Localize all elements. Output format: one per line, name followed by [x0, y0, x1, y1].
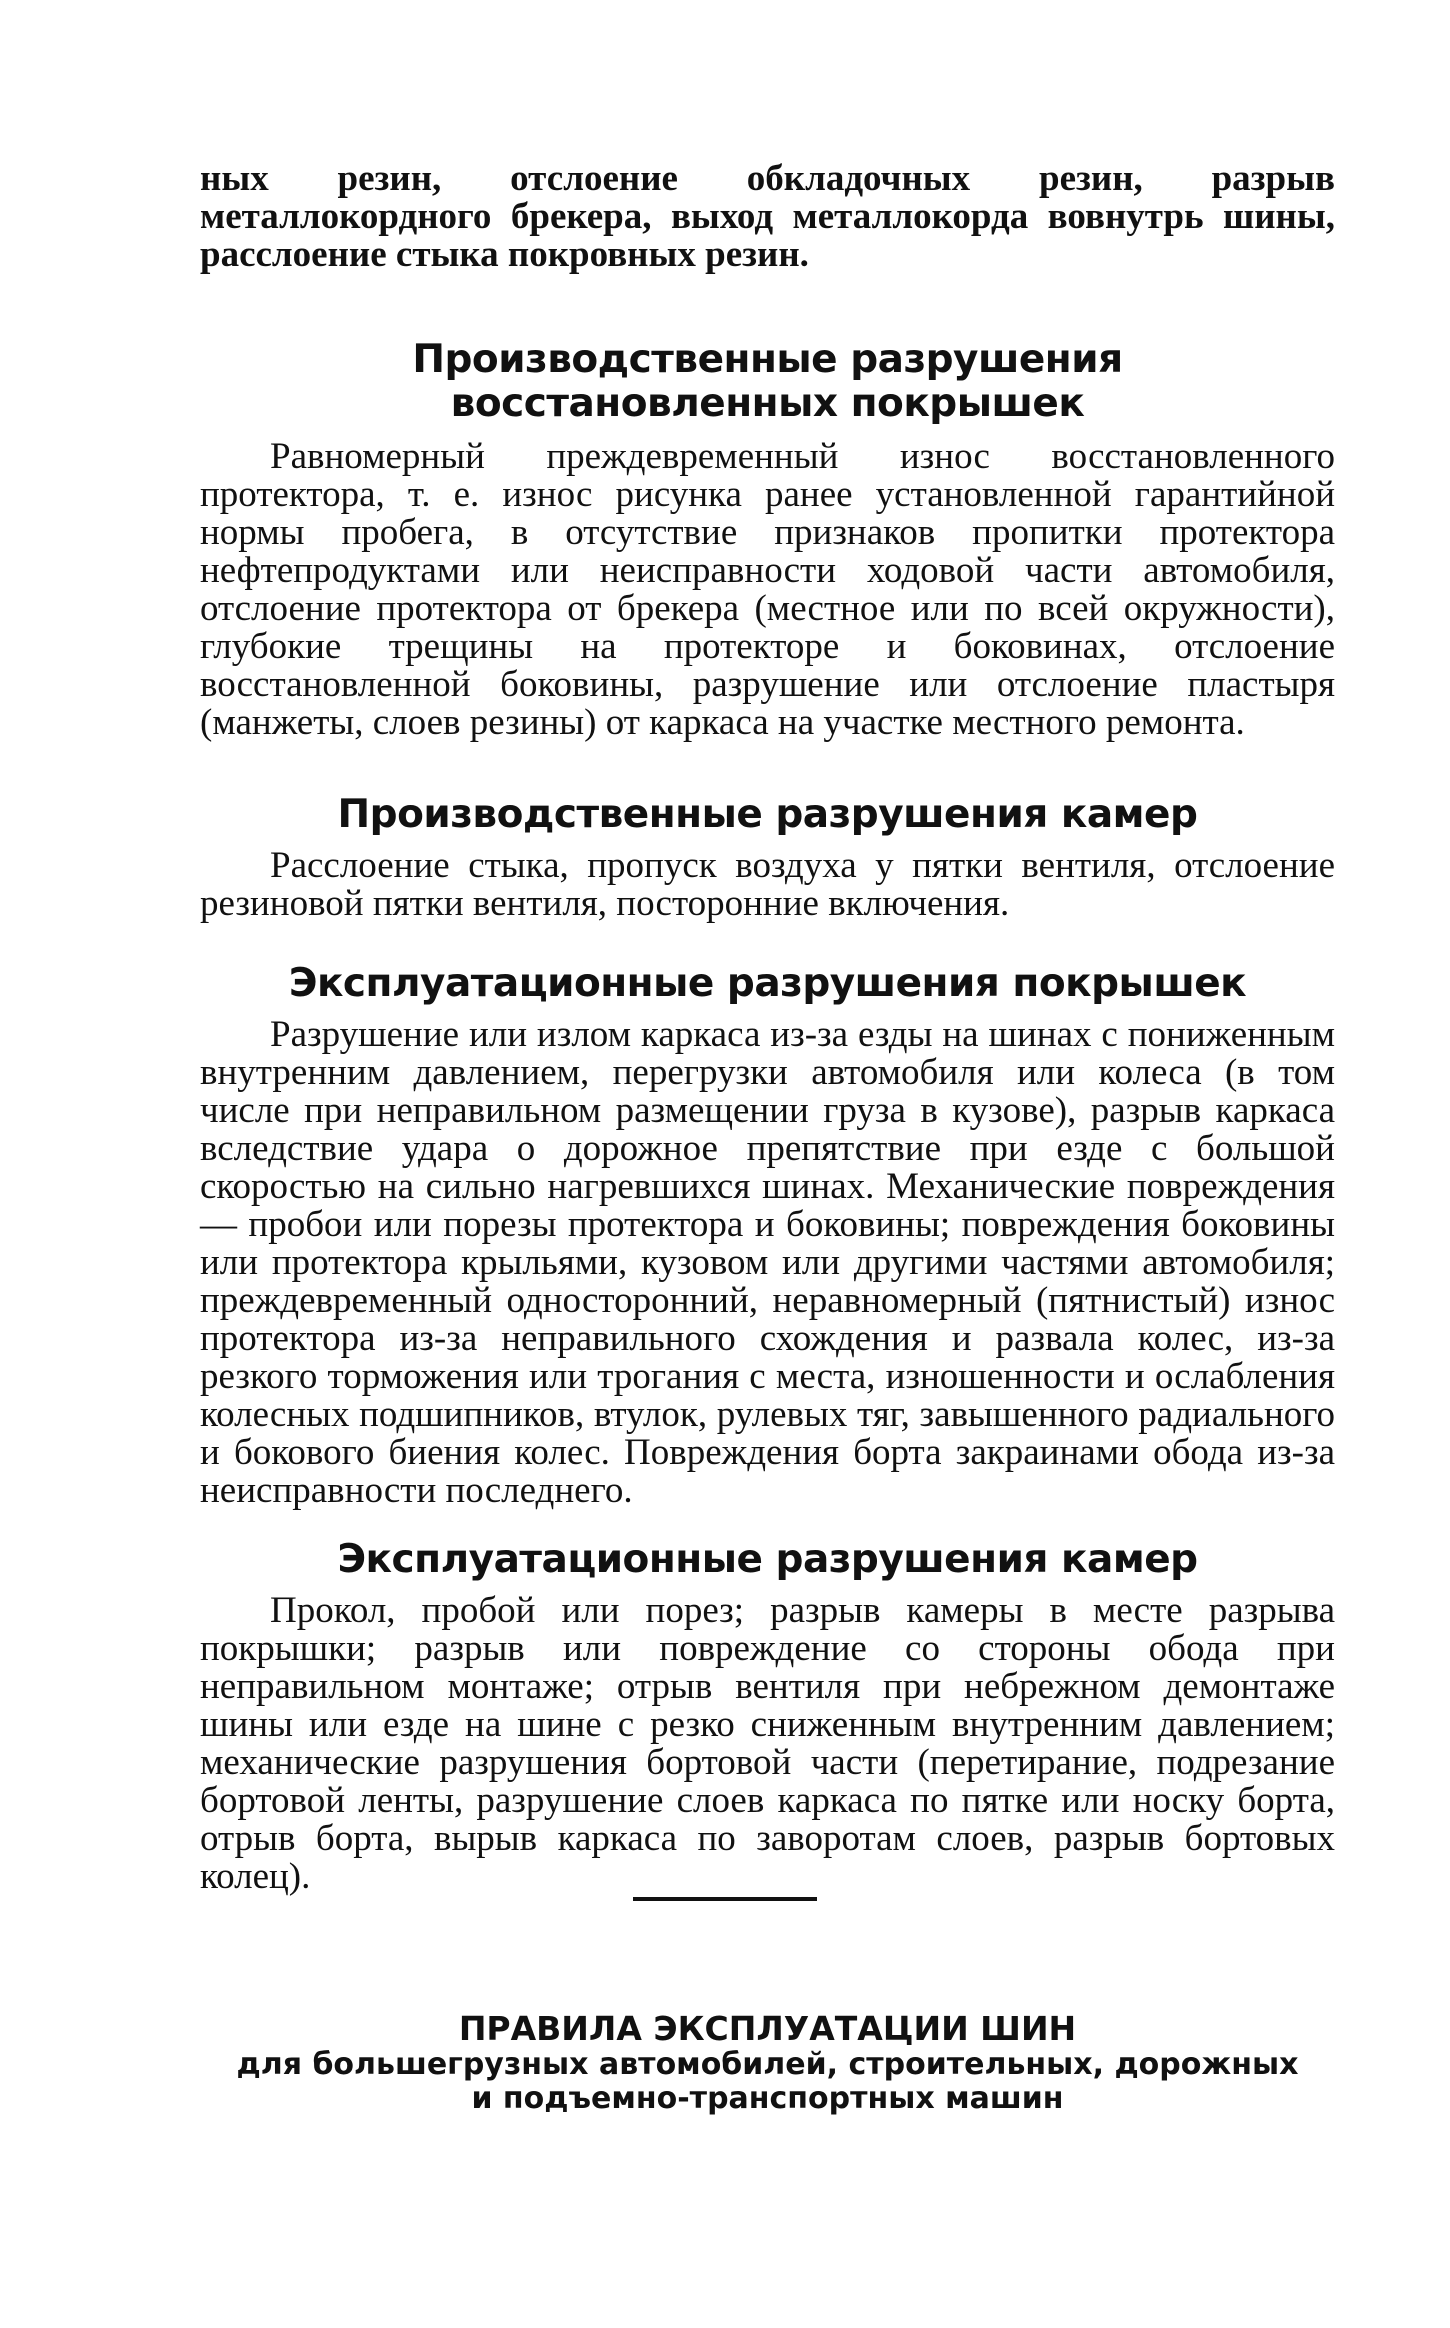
- section-tubes-operational: [200, 1538, 1335, 1896]
- chapter-title: ПРАВИЛА ЭКСПЛУАТАЦИИ ШИН: [458, 2009, 1077, 2048]
- intro-paragraph: [200, 160, 1335, 274]
- section-heading: Эксплуатационные разрушения покрышек: [288, 961, 1247, 1006]
- section-heading: Производственные разрушения восстановленных покрышек: [412, 337, 1123, 426]
- section-body: Равномерный преждевременный износ восстановленного протектора, т. е. износ рисунка ранее установленной гарантийной нормы пробега, в отсутствие признаков пропитки протектора нефтепродуктами или неисправности ходовой части автомобиля, отслоение протектора от брекера (местное или по всей окружности), глубокие трещины на протекторе и боковинах, отслоение восстановленной боковины, разрушение или отслоение пластыря (манжеты, слоев резины) от каркаса на участке местного ремонта.: [200, 436, 1335, 743]
- section-heading: Производственные разрушения камер: [337, 792, 1198, 837]
- chapter-subtitle-line-2: и подъемно-транспортных машин: [471, 2081, 1064, 2116]
- chapter-subtitle-line-1: для большегрузных автомобилей, строительных, дорожных: [236, 2047, 1299, 2082]
- section-tires-operational: [200, 962, 1335, 1510]
- section-restored-tires: [200, 338, 1335, 742]
- section-heading: Эксплуатационные разрушения камер: [337, 1537, 1198, 1582]
- intro-text: ных резин, отслоение обкладочных резин, разрыв металлокордного брекера, выход металлокорда вовнутрь шины, расслоение стыка покровных резин.: [200, 158, 1335, 275]
- section-body: Разрушение или излом каркаса из-за езды на шинах с пониженным внутренним давлением, перегрузки автомобиля или колеса (в том числе при неправильном размещении груза в кузове), разрыв каркаса вследствие удара о дорожное препятствие при езде с большой скоростью на сильно нагревшихся шинах. Механические повреждения — пробои или порезы протектора и боковины; повреждения боковины или протектора крыльями, кузовом или другими частями автомобиля; преждевременный односторонний, неравномерный (пятнистый) износ протектора из-за неправильного схождения и развала колес, из-за резкого торможения или трогания с места, изношенности и ослабления колесных подшипников, втулок, рулевых тяг, завышенного радиального и бокового биения колес. Повреждения борта закраинами обода из-за неисправности последнего.: [200, 1014, 1335, 1511]
- section-body: Расслоение стыка, пропуск воздуха у пятки вентиля, отслоение резиновой пятки вентиля, посторонние включения.: [200, 845, 1335, 924]
- section-divider: [633, 1897, 817, 1901]
- next-chapter-header: [200, 2010, 1335, 2116]
- section-tubes-production: [200, 793, 1335, 923]
- section-body: Прокол, пробой или порез; разрыв камеры в месте разрыва покрышки; разрыв или повреждение со стороны обода при неправильном монтаже; отрыв вентиля при небрежном демонтаже шины или езде на шине с резко сниженным внутренним давлением; механические разрушения бортовой части (перетирание, подрезание бортовой ленты, разрушение слоев каркаса по пятке или носку борта, отрыв борта, вырыв каркаса по заворотам слоев, разрыв бортовых колец).: [200, 1590, 1335, 1897]
